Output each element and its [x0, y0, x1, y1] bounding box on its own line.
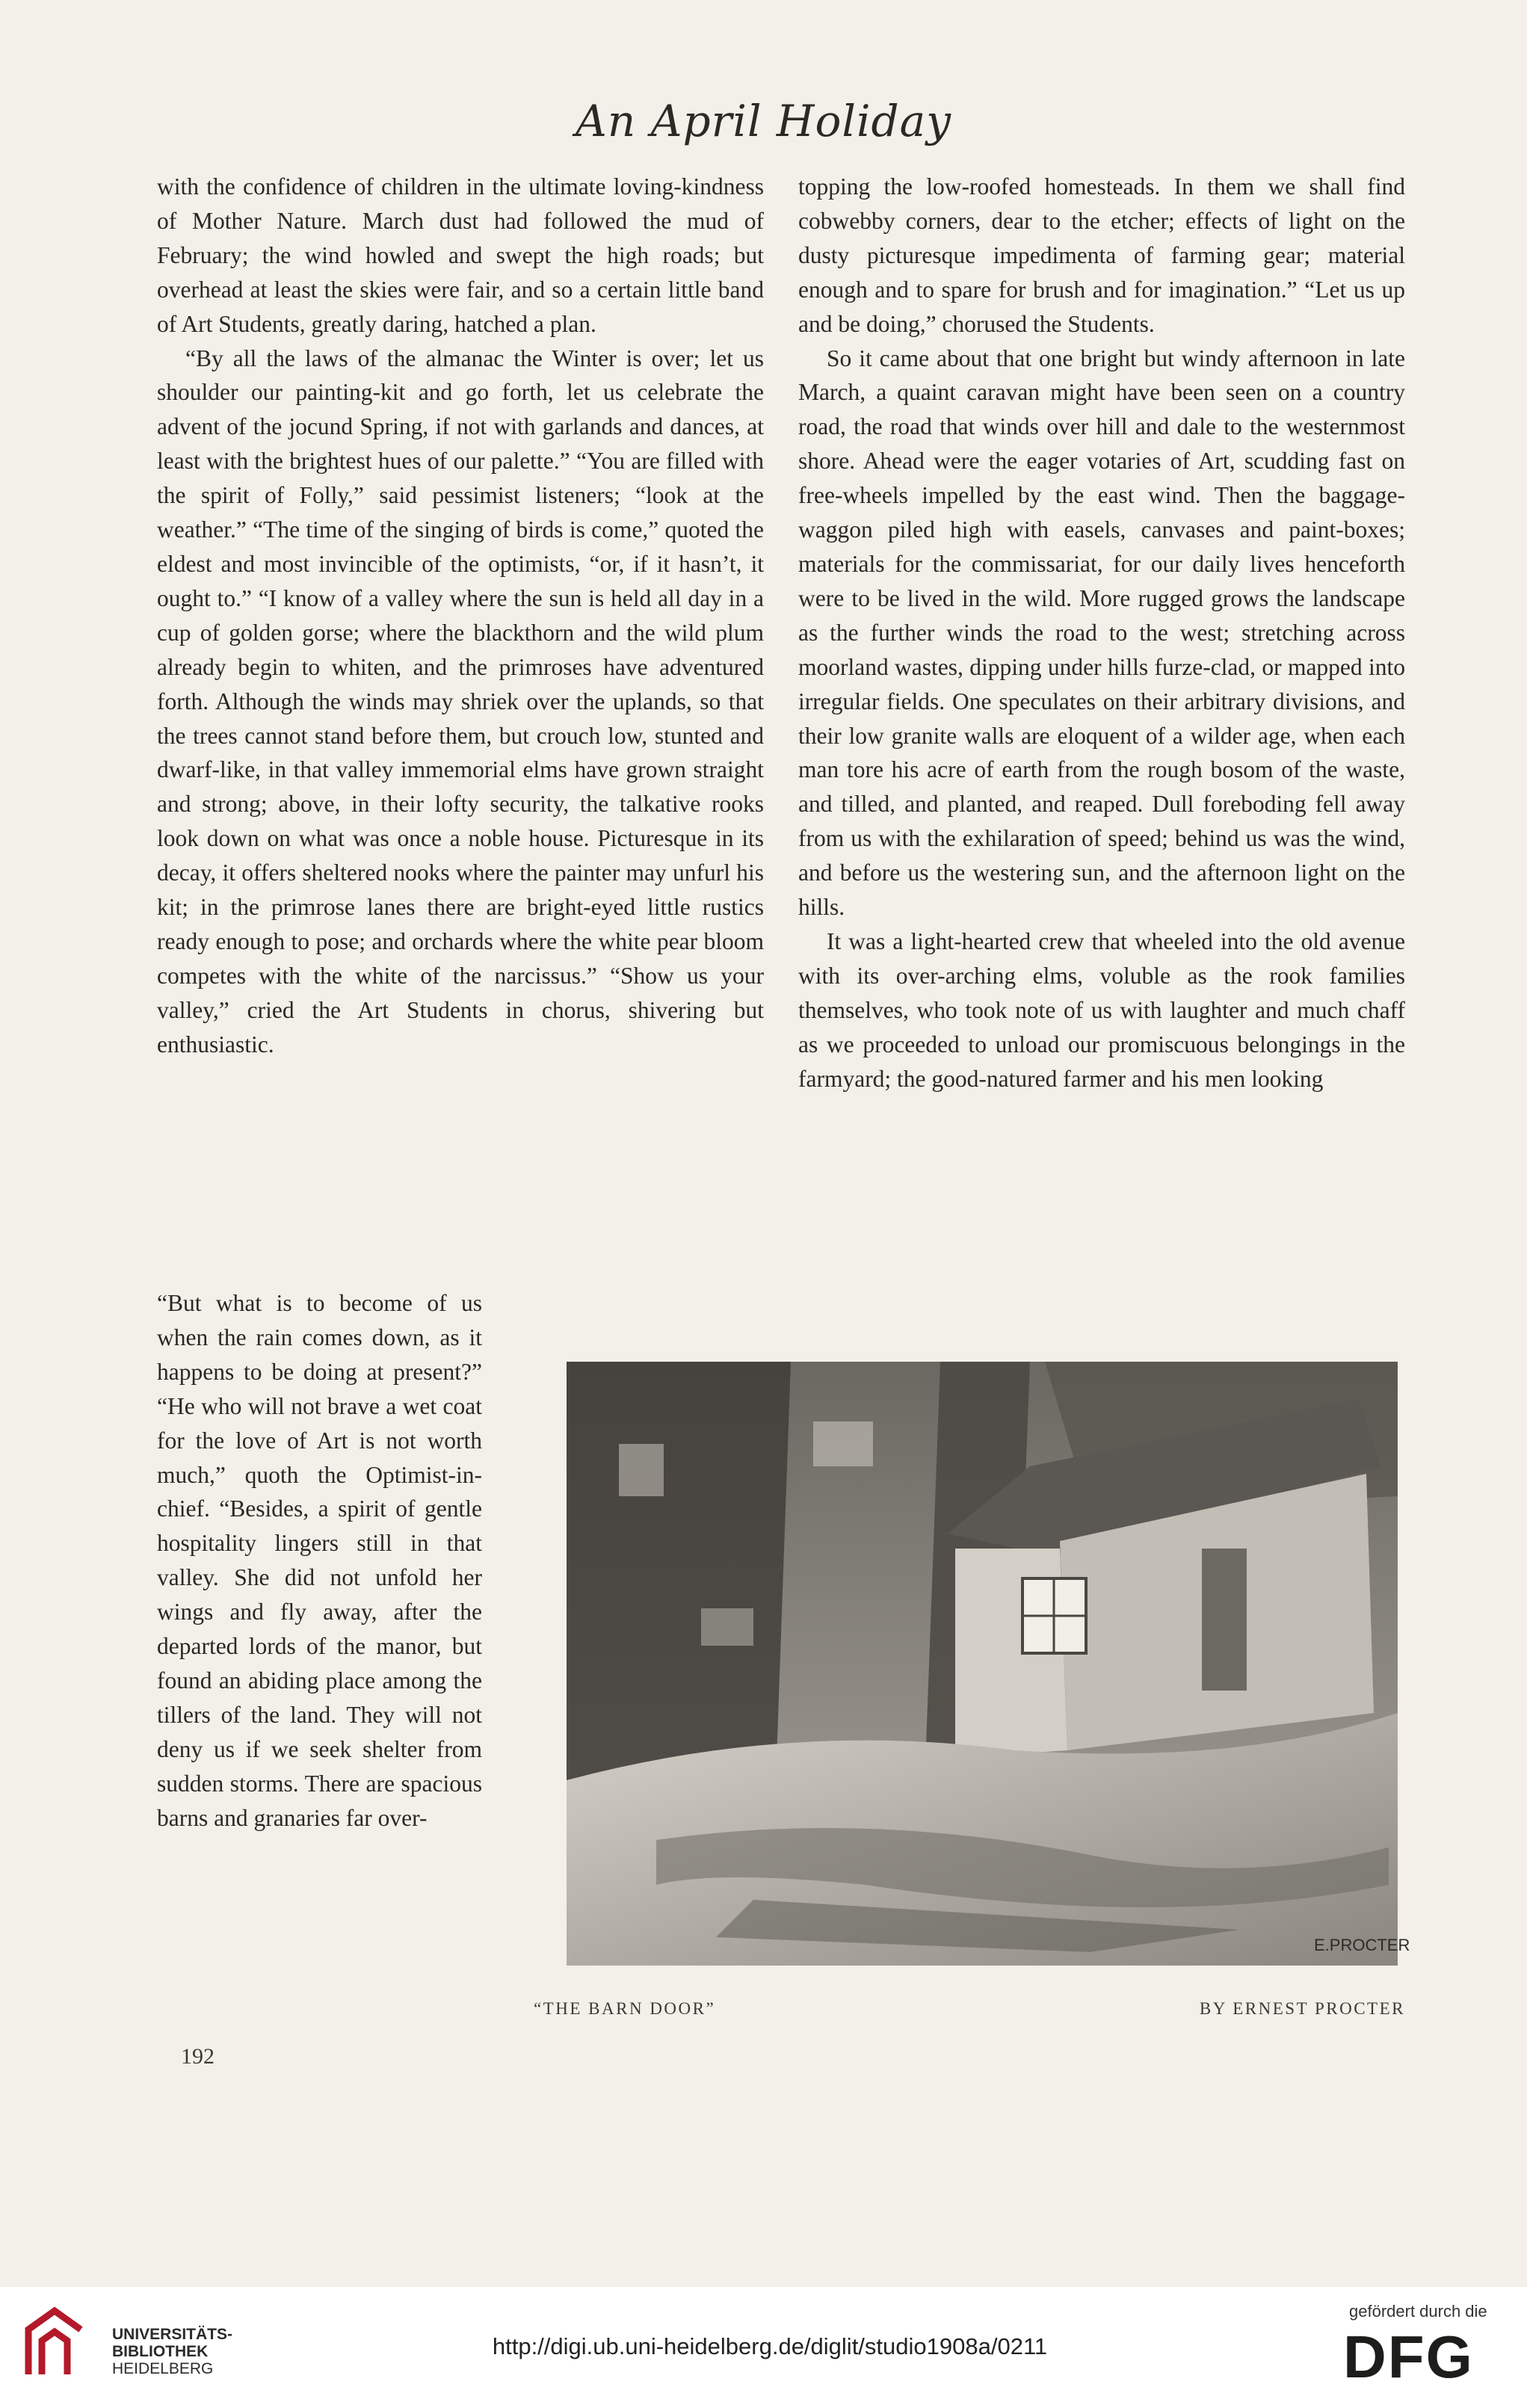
paragraph: topping the low-roofed homesteads. In them we shall find cobwebby corners, dear to the etcher; effects of light on the dusty picturesque impedimenta of farming gear; material enough and to spare for brush and for imagination.” “Let us up and be doing,” chorused the Students.: [798, 173, 1405, 337]
illustration-barn-door: [567, 1362, 1410, 1966]
right-column: [798, 170, 1405, 1096]
digitization-footer: [0, 2287, 1527, 2408]
figure-caption-title: “THE BARN DOOR”: [534, 1999, 716, 2018]
paragraph: “But what is to become of us when the rain comes down, as it happens to be doing at present?” “He who will not brave a wet coat for the love of Art is not worth much,” quoth the Optimist-in-chief. “Besides, a spirit of gentle hospitality lingers still in that valley. She did not unfold her wings and fly away, after the departed lords of the manor, but found an abiding place among the tillers of the land. They will not deny us if we seek shelter from sudden storms. There are spacious barns and granaries far over-: [157, 1290, 482, 1831]
artist-signature: E.PROCTER: [1314, 1936, 1410, 1954]
source-url-link[interactable]: http://digi.ub.uni-heidelberg.de/diglit/studio1908a/0211: [492, 2333, 1048, 2359]
left-column: [157, 170, 764, 1062]
paragraph: “By all the laws of the almanac the Winter is over; let us shoulder our painting-kit and go forth, let us celebrate the advent of the jocund Spring, if not with garlands and dances, at least with the brightest hues of our palette.” “You are filled with the spirit of Folly,” said pessimist listeners; “look at the weather.” “The time of the singing of birds is come,” quoted the eldest and most invincible of the optimists, “or, if it hasn’t, it ought to.” “I know of a valley where the sun is held all day in a cup of golden gorse; where the blackthorn and the wild plum already begin to whiten, and the primroses have adventured forth. Although the winds may shriek over the uplands, so that the trees cannot stand before them, but crouch low, stunted and dwarf-like, in that valley immemorial elms have grown straight and strong; above, in their lofty security, the talkative rooks look down on what was once a noble house. Picturesque in its decay, it offers sheltered nooks where the painter may unfurl his kit; in the primrose lanes there are bright-eyed little rustics ready enough to pose; and orchards where the white pear bloom competes with the white of the narcissus.” “Show us your valley,” cried the Art Students in chorus, shivering but enthusiastic.: [157, 345, 764, 1058]
narrow-column: [157, 1286, 482, 1836]
paragraph: It was a light-hearted crew that wheeled into the old avenue with its over-arching elms, voluble as the rook families themselves, who took note of us with laughter and much chaff as we proceeded to unload our promiscuous belongings in the farmyard; the good-natured farmer and his men looking: [798, 927, 1405, 1092]
paragraph: So it came about that one bright but windy afternoon in late March, a quaint caravan might have been seen on a country road, the road that winds over hill and dale to the westernmost shore. Ahead were the eager votaries of Art, scudding fast on free-wheels impelled by the east wind. Then the baggage-waggon piled high with easels, canvases and paint-boxes; materials for the commissariat, for our daily lives henceforth were to be lived in the wild. More rugged grows the landscape as the further winds the road to the west; stretching across moorland wastes, dipping under hills furze-clad, or mapped into irregular fields. One speculates on their arbitrary divisions, and their low granite walls are eloquent of a wilder age, when each man tore his acre of earth from the rough bosom of the waste, and tilled, and planted, and reaped. Dull foreboding fell away from us with the exhilaration of speed; behind us was the wind, and before us the westering sun, and the afternoon light on the hills.: [798, 345, 1405, 921]
illustration-drawing: [567, 1362, 1410, 1966]
figure-caption-credit: BY ERNEST PROCTER: [1199, 1999, 1405, 2018]
page-number: 192: [181, 2044, 215, 2069]
running-header: An April Holiday: [575, 96, 952, 146]
library-name: UNIVERSITÄTS- BIBLIOTHEK HEIDELBERG: [112, 2326, 233, 2377]
funded-by-label: gefördert durch die: [1349, 2302, 1487, 2321]
library-logo-icon: [13, 2303, 96, 2386]
dfg-logo: DFG: [1343, 2324, 1474, 2390]
paragraph: with the confidence of children in the ultimate loving-kindness of Mother Nature. March dust had followed the mud of February; the wind howled and swept the high roads; but overhead at least the skies were fair, and so a certain little band of Art Students, greatly daring, hatched a plan.: [157, 173, 764, 337]
